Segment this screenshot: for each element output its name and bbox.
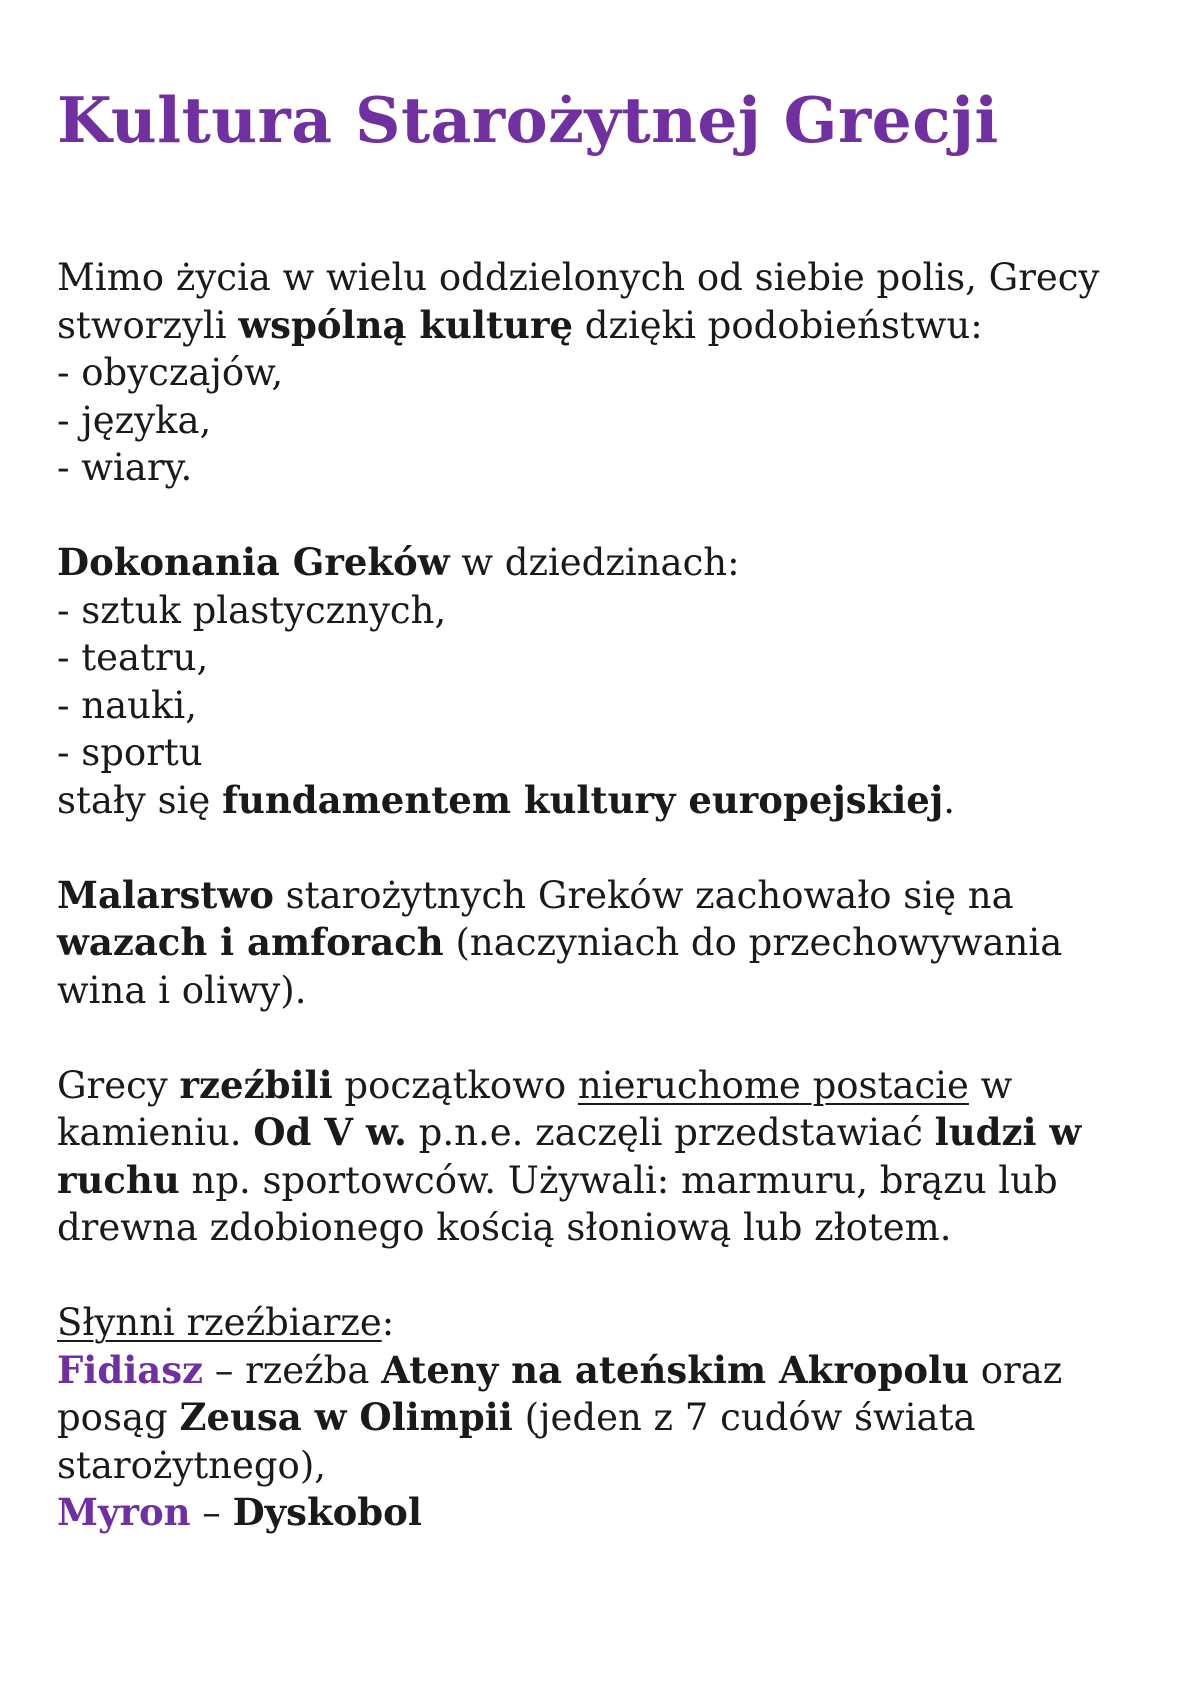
sculpture-line-3: ruchu np. sportowców. Używali: marmuru, brązu lub: [57, 1157, 1058, 1202]
painting-line-1: Malarstwo starożytnych Greków zachowało się na: [57, 872, 1014, 917]
intro-line-1: Mimo życia w wielu oddzielonych od siebie polis, Grecy: [57, 256, 1100, 299]
list-item: - obyczajów,: [57, 351, 284, 394]
list-item: - teatru,: [57, 636, 209, 679]
underlined-term: nieruchome postacie: [577, 1063, 969, 1107]
list-item: - sportu: [57, 731, 203, 774]
list-item: - nauki,: [57, 683, 197, 727]
sculptor-fidiasz-line-1: Fidiasz – rzeźba Ateny na ateńskim Akropolu oraz: [57, 1347, 1063, 1392]
sculptor-fidiasz-line-2: posąg Zeusa w Olimpii (jeden z 7 cudów świata: [57, 1395, 976, 1439]
document-body: [57, 254, 1167, 1537]
sculptor-name: Myron: [57, 1490, 191, 1534]
sculptor-fidiasz-line-3: starożytnego),: [57, 1443, 327, 1487]
painting-line-3: wina i oliwy).: [57, 968, 307, 1012]
page-title: Kultura Starożytnej Grecji: [57, 83, 999, 157]
sculptors-heading: Słynni rzeźbiarze:: [57, 1301, 395, 1344]
list-item: - języka,: [57, 398, 212, 442]
achievements-conclusion: stały się fundamentem kultury europejskiej.: [57, 777, 955, 822]
sculpture-line-4: drewna zdobionego kością słoniową lub złotem.: [57, 1206, 952, 1249]
intro-line-2: stworzyli wspólną kulturę dzięki podobieństwu:: [57, 302, 983, 347]
achievements-heading: Dokonania Greków w dziedzinach:: [57, 540, 740, 584]
sculpture-line-2: kamieniu. Od V w. p.n.e. zaczęli przedstawiać ludzi w: [57, 1110, 1082, 1154]
sculptor-name: Fidiasz: [57, 1347, 204, 1392]
painting-line-2: wazach i amforach (naczyniach do przechowywania: [57, 920, 1063, 964]
list-item: - wiary.: [57, 446, 193, 489]
sculpture-line-1: Grecy rzeźbili początkowo nieruchome postacie w: [57, 1062, 1013, 1107]
list-item: - sztuk plastycznych,: [57, 588, 447, 632]
document-page: [57, 78, 1167, 1534]
sculptor-myron-line: Myron – Dyskobol: [57, 1490, 422, 1534]
bold-term: wspólną kulturę: [238, 302, 573, 347]
